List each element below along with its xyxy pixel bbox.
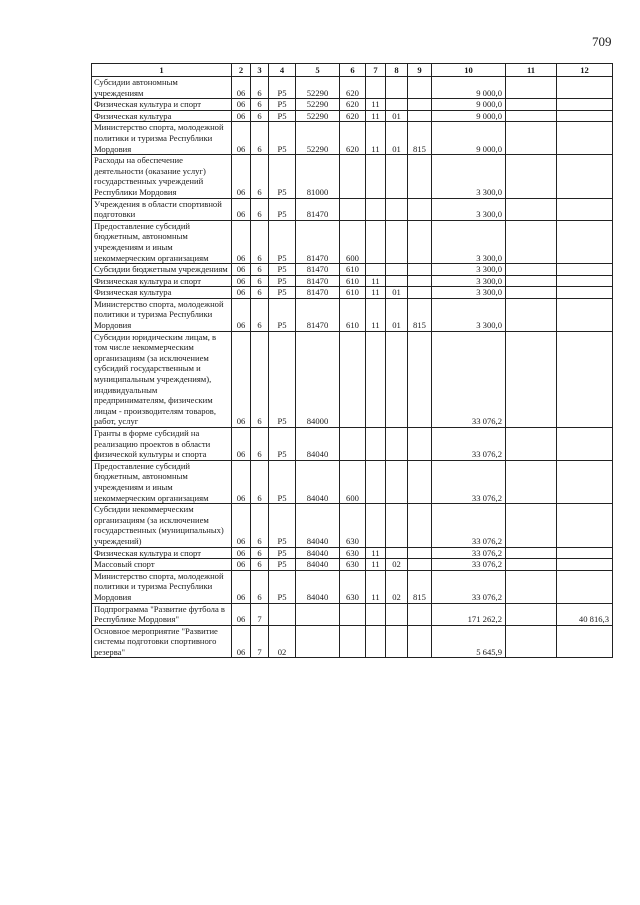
table-cell-col-10: 5 645,9: [432, 625, 506, 658]
table-cell-col-2: 06: [232, 110, 251, 122]
row-name-cell: Субсидии юридическим лицам, в том числе некоммерческим организациям (за исключением субсидий государственным и муниципальным учреждениям), индивидуальным предпринимателям, физическим лицам - производителям товаров, работ, услуг: [92, 331, 232, 427]
table-cell-col-5: 52290: [296, 110, 340, 122]
table-cell-col-8: [386, 547, 408, 559]
table-row: [92, 460, 613, 503]
table-cell-col-6: 630: [340, 559, 366, 571]
table-cell-col-8: [386, 428, 408, 461]
table-row: [92, 428, 613, 461]
table-cell-col-9: [408, 504, 432, 547]
table-cell-col-2: 06: [232, 603, 251, 625]
table-cell-col-6: 620: [340, 77, 366, 99]
table-row: [92, 298, 613, 331]
table-cell-col-3: 6: [251, 99, 269, 111]
table-cell-col-8: 02: [386, 570, 408, 603]
table-cell-col-7: 11: [366, 547, 386, 559]
column-header-12: 12: [557, 64, 613, 77]
table-cell-col-11: [506, 603, 557, 625]
table-cell-col-6: 610: [340, 264, 366, 276]
table-cell-col-6: [340, 155, 366, 198]
table-row: [92, 547, 613, 559]
column-header-2: 2: [232, 64, 251, 77]
table-cell-col-6: 620: [340, 110, 366, 122]
table-cell-col-7: [366, 220, 386, 263]
table-cell-col-9: [408, 77, 432, 99]
table-cell-col-10: 9 000,0: [432, 110, 506, 122]
row-name-cell: Физическая культура: [92, 110, 232, 122]
table-cell-col-4: [269, 603, 296, 625]
table-cell-col-9: [408, 460, 432, 503]
table-cell-col-10: 3 300,0: [432, 275, 506, 287]
row-name-cell: Физическая культура: [92, 287, 232, 299]
table-cell-col-12: [557, 77, 613, 99]
row-name-cell: Учреждения в области спортивной подготовки: [92, 198, 232, 220]
table-body: [92, 77, 613, 658]
table-cell-col-12: [557, 460, 613, 503]
row-name-cell: Основное мероприятие "Развитие системы подготовки спортивного резерва": [92, 625, 232, 658]
table-cell-col-9: 815: [408, 570, 432, 603]
table-cell-col-6: [340, 331, 366, 427]
table-cell-col-8: 01: [386, 122, 408, 155]
table-cell-col-12: [557, 504, 613, 547]
table-cell-col-11: [506, 264, 557, 276]
table-cell-col-12: [557, 625, 613, 658]
table-cell-col-8: [386, 460, 408, 503]
table-cell-col-4: Р5: [269, 155, 296, 198]
table-cell-col-10: 33 076,2: [432, 547, 506, 559]
table-cell-col-5: 81470: [296, 275, 340, 287]
column-header-5: 5: [296, 64, 340, 77]
row-name-cell: Министерство спорта, молодежной политики и туризма Республики Мордовия: [92, 122, 232, 155]
table-cell-col-7: [366, 504, 386, 547]
table-cell-col-9: [408, 625, 432, 658]
table-cell-col-11: [506, 547, 557, 559]
table-cell-col-4: Р5: [269, 220, 296, 263]
column-header-3: 3: [251, 64, 269, 77]
table-cell-col-8: [386, 198, 408, 220]
table-cell-col-10: 3 300,0: [432, 287, 506, 299]
table-cell-col-3: 6: [251, 198, 269, 220]
table-cell-col-3: 6: [251, 298, 269, 331]
table-cell-col-5: 52290: [296, 122, 340, 155]
table-cell-col-8: [386, 504, 408, 547]
table-cell-col-11: [506, 122, 557, 155]
table-cell-col-11: [506, 428, 557, 461]
table-cell-col-4: Р5: [269, 198, 296, 220]
table-row: [92, 603, 613, 625]
row-name-cell: Массовый спорт: [92, 559, 232, 571]
table-cell-col-5: 84040: [296, 460, 340, 503]
table-row: [92, 275, 613, 287]
row-name-cell: Подпрограмма "Развитие футбола в Республике Мордовия": [92, 603, 232, 625]
table-cell-col-6: 600: [340, 220, 366, 263]
table-cell-col-11: [506, 460, 557, 503]
table-row: [92, 570, 613, 603]
table-cell-col-10: 3 300,0: [432, 220, 506, 263]
table-cell-col-11: [506, 99, 557, 111]
table-cell-col-11: [506, 298, 557, 331]
table-cell-col-9: 815: [408, 122, 432, 155]
column-header-4: 4: [269, 64, 296, 77]
table-cell-col-3: 6: [251, 220, 269, 263]
table-cell-col-11: [506, 331, 557, 427]
table-cell-col-7: [366, 603, 386, 625]
table-cell-col-11: [506, 77, 557, 99]
table-cell-col-12: [557, 99, 613, 111]
table-cell-col-10: 3 300,0: [432, 298, 506, 331]
column-header-6: 6: [340, 64, 366, 77]
table-cell-col-6: 630: [340, 547, 366, 559]
table-cell-col-10: 33 076,2: [432, 559, 506, 571]
table-cell-col-7: 11: [366, 287, 386, 299]
table-cell-col-8: 01: [386, 287, 408, 299]
table-cell-col-4: Р5: [269, 331, 296, 427]
table-cell-col-5: 52290: [296, 99, 340, 111]
table-cell-col-11: [506, 570, 557, 603]
table-cell-col-3: 6: [251, 264, 269, 276]
table-cell-col-7: [366, 625, 386, 658]
table-cell-col-10: 9 000,0: [432, 77, 506, 99]
table-cell-col-6: [340, 625, 366, 658]
table-cell-col-9: [408, 547, 432, 559]
table-cell-col-9: 815: [408, 298, 432, 331]
table-cell-col-10: 33 076,2: [432, 570, 506, 603]
table-row: [92, 155, 613, 198]
table-cell-col-12: [557, 264, 613, 276]
table-cell-col-7: [366, 198, 386, 220]
table-cell-col-6: 630: [340, 504, 366, 547]
table-cell-col-12: [557, 155, 613, 198]
table-cell-col-3: 6: [251, 287, 269, 299]
table-cell-col-8: [386, 603, 408, 625]
table-cell-col-7: [366, 331, 386, 427]
column-header-9: 9: [408, 64, 432, 77]
table-cell-col-7: [366, 264, 386, 276]
column-header-11: 11: [506, 64, 557, 77]
table-cell-col-3: 6: [251, 331, 269, 427]
table-cell-col-5: 81470: [296, 220, 340, 263]
table-cell-col-8: [386, 99, 408, 111]
row-name-cell: Предоставление субсидий бюджетным, автономным учреждениям и иным некоммерческим организациям: [92, 220, 232, 263]
table-cell-col-9: [408, 110, 432, 122]
row-name-cell: Субсидии бюджетным учреждениям: [92, 264, 232, 276]
table-cell-col-6: 620: [340, 122, 366, 155]
table-cell-col-6: [340, 198, 366, 220]
table-cell-col-6: 610: [340, 298, 366, 331]
table-cell-col-3: 6: [251, 460, 269, 503]
table-cell-col-9: [408, 264, 432, 276]
table-cell-col-12: [557, 220, 613, 263]
table-cell-col-12: [557, 198, 613, 220]
table-cell-col-6: [340, 603, 366, 625]
table-cell-col-4: Р5: [269, 504, 296, 547]
table-row: [92, 122, 613, 155]
table-cell-col-2: 06: [232, 559, 251, 571]
table-cell-col-2: 06: [232, 570, 251, 603]
table-cell-col-7: 11: [366, 122, 386, 155]
table-cell-col-9: [408, 99, 432, 111]
table-cell-col-8: [386, 220, 408, 263]
table-cell-col-3: 6: [251, 110, 269, 122]
row-name-cell: Субсидии некоммерческим организациям (за исключением государственных (муниципальных) учреждений): [92, 504, 232, 547]
table-row: [92, 77, 613, 99]
table-cell-col-11: [506, 504, 557, 547]
table-cell-col-9: [408, 275, 432, 287]
table-cell-col-7: 11: [366, 570, 386, 603]
table-cell-col-9: [408, 155, 432, 198]
table-cell-col-2: 06: [232, 460, 251, 503]
table-cell-col-5: 84000: [296, 331, 340, 427]
table-row: [92, 110, 613, 122]
table-cell-col-7: [366, 155, 386, 198]
table-cell-col-4: Р5: [269, 77, 296, 99]
table-cell-col-11: [506, 559, 557, 571]
table-cell-col-5: [296, 625, 340, 658]
table-header-row: [92, 64, 613, 77]
table-cell-col-12: 40 816,3: [557, 603, 613, 625]
table-cell-col-11: [506, 287, 557, 299]
table-cell-col-4: Р5: [269, 110, 296, 122]
table-cell-col-2: 06: [232, 122, 251, 155]
row-name-cell: Физическая культура и спорт: [92, 547, 232, 559]
table-cell-col-12: [557, 298, 613, 331]
table-cell-col-12: [557, 275, 613, 287]
table-cell-col-8: [386, 331, 408, 427]
table-cell-col-12: [557, 570, 613, 603]
table-cell-col-10: 33 076,2: [432, 331, 506, 427]
table-cell-col-2: 06: [232, 625, 251, 658]
table-cell-col-3: 7: [251, 625, 269, 658]
table-cell-col-5: 84040: [296, 559, 340, 571]
table-cell-col-3: 6: [251, 504, 269, 547]
table-cell-col-5: 52290: [296, 77, 340, 99]
table-cell-col-2: 06: [232, 220, 251, 263]
column-header-8: 8: [386, 64, 408, 77]
table-cell-col-2: 06: [232, 331, 251, 427]
table-cell-col-5: 81470: [296, 198, 340, 220]
table-row: [92, 264, 613, 276]
table-cell-col-11: [506, 275, 557, 287]
table-cell-col-3: 6: [251, 559, 269, 571]
table-cell-col-9: [408, 559, 432, 571]
table-cell-col-5: 81470: [296, 298, 340, 331]
table-cell-col-7: [366, 77, 386, 99]
table-row: [92, 331, 613, 427]
row-name-cell: Физическая культура и спорт: [92, 275, 232, 287]
table-cell-col-2: 06: [232, 275, 251, 287]
table-cell-col-10: 3 300,0: [432, 198, 506, 220]
table-cell-col-4: Р5: [269, 570, 296, 603]
table-cell-col-12: [557, 331, 613, 427]
table-cell-col-7: [366, 428, 386, 461]
table-cell-col-4: Р5: [269, 559, 296, 571]
table-cell-col-4: Р5: [269, 287, 296, 299]
table-cell-col-4: Р5: [269, 428, 296, 461]
table-cell-col-8: [386, 77, 408, 99]
table-cell-col-3: 6: [251, 155, 269, 198]
table-cell-col-12: [557, 559, 613, 571]
table-cell-col-4: Р5: [269, 264, 296, 276]
table-cell-col-12: [557, 287, 613, 299]
row-name-cell: Физическая культура и спорт: [92, 99, 232, 111]
table-cell-col-9: [408, 428, 432, 461]
table-cell-col-10: 3 300,0: [432, 155, 506, 198]
table-cell-col-6: 620: [340, 99, 366, 111]
table-cell-col-6: 600: [340, 460, 366, 503]
table-cell-col-2: 06: [232, 428, 251, 461]
table-cell-col-12: [557, 110, 613, 122]
table-cell-col-2: 06: [232, 155, 251, 198]
row-name-cell: Расходы на обеспечение деятельности (оказание услуг) государственных учреждений Республики Мордовия: [92, 155, 232, 198]
table-cell-col-2: 06: [232, 287, 251, 299]
table-cell-col-8: 01: [386, 298, 408, 331]
table-cell-col-2: 06: [232, 99, 251, 111]
table-cell-col-10: 33 076,2: [432, 428, 506, 461]
table-row: [92, 625, 613, 658]
table-cell-col-7: 11: [366, 99, 386, 111]
table-cell-col-11: [506, 110, 557, 122]
table-cell-col-9: [408, 220, 432, 263]
table-cell-col-8: [386, 264, 408, 276]
table-cell-col-4: Р5: [269, 547, 296, 559]
table-cell-col-7: 11: [366, 110, 386, 122]
table-cell-col-2: 06: [232, 77, 251, 99]
table-cell-col-2: 06: [232, 547, 251, 559]
row-name-cell: Гранты в форме субсидий на реализацию проектов в области физической культуры и спорта: [92, 428, 232, 461]
page-number: 709: [592, 34, 612, 49]
table-cell-col-3: 6: [251, 570, 269, 603]
table-cell-col-11: [506, 198, 557, 220]
table-cell-col-2: 06: [232, 298, 251, 331]
table-row: [92, 504, 613, 547]
table-cell-col-7: 11: [366, 298, 386, 331]
row-name-cell: Субсидии автономным учреждениям: [92, 77, 232, 99]
table-cell-col-3: 6: [251, 275, 269, 287]
table-cell-col-10: 9 000,0: [432, 122, 506, 155]
table-cell-col-5: 84040: [296, 570, 340, 603]
table-row: [92, 220, 613, 263]
table-cell-col-5: [296, 603, 340, 625]
table-cell-col-9: [408, 603, 432, 625]
table-cell-col-2: 06: [232, 264, 251, 276]
table-cell-col-6: 630: [340, 570, 366, 603]
table-cell-col-11: [506, 220, 557, 263]
column-header-7: 7: [366, 64, 386, 77]
table-row: [92, 559, 613, 571]
table-cell-col-2: 06: [232, 504, 251, 547]
table-cell-col-8: 02: [386, 559, 408, 571]
column-header-10: 10: [432, 64, 506, 77]
table-cell-col-8: 01: [386, 110, 408, 122]
row-name-cell: Министерство спорта, молодежной политики и туризма Республики Мордовия: [92, 298, 232, 331]
table-cell-col-8: [386, 155, 408, 198]
table-cell-col-8: [386, 275, 408, 287]
table-row: [92, 198, 613, 220]
budget-table: [91, 63, 613, 658]
table-cell-col-4: Р5: [269, 460, 296, 503]
row-name-cell: Министерство спорта, молодежной политики и туризма Республики Мордовия: [92, 570, 232, 603]
table-cell-col-5: 84040: [296, 428, 340, 461]
table-cell-col-4: Р5: [269, 99, 296, 111]
table-cell-col-8: [386, 625, 408, 658]
table-cell-col-4: Р5: [269, 298, 296, 331]
table-cell-col-2: 06: [232, 198, 251, 220]
table-cell-col-6: 610: [340, 287, 366, 299]
table-cell-col-4: Р5: [269, 275, 296, 287]
table-cell-col-10: 9 000,0: [432, 99, 506, 111]
table-cell-col-7: 11: [366, 275, 386, 287]
table-cell-col-5: 81470: [296, 264, 340, 276]
table-cell-col-9: [408, 331, 432, 427]
table-cell-col-12: [557, 122, 613, 155]
table-cell-col-6: 610: [340, 275, 366, 287]
table-cell-col-6: [340, 428, 366, 461]
table-cell-col-10: 33 076,2: [432, 504, 506, 547]
table-cell-col-5: 84040: [296, 547, 340, 559]
table-cell-col-11: [506, 155, 557, 198]
column-header-1: 1: [92, 64, 232, 77]
table-cell-col-3: 6: [251, 428, 269, 461]
table-cell-col-3: 6: [251, 77, 269, 99]
table-cell-col-12: [557, 428, 613, 461]
table-cell-col-10: 171 262,2: [432, 603, 506, 625]
table-cell-col-9: [408, 198, 432, 220]
table-cell-col-3: 7: [251, 603, 269, 625]
table-cell-col-12: [557, 547, 613, 559]
table-cell-col-4: 02: [269, 625, 296, 658]
table-row: [92, 99, 613, 111]
table-cell-col-10: 3 300,0: [432, 264, 506, 276]
table-cell-col-3: 6: [251, 547, 269, 559]
table-cell-col-7: 11: [366, 559, 386, 571]
row-name-cell: Предоставление субсидий бюджетным, автономным учреждениям и иным некоммерческим организациям: [92, 460, 232, 503]
table-cell-col-5: 81470: [296, 287, 340, 299]
table-cell-col-9: [408, 287, 432, 299]
table-cell-col-7: [366, 460, 386, 503]
table-cell-col-4: Р5: [269, 122, 296, 155]
table-cell-col-10: 33 076,2: [432, 460, 506, 503]
table-row: [92, 287, 613, 299]
table-cell-col-5: 84040: [296, 504, 340, 547]
table-cell-col-5: 81000: [296, 155, 340, 198]
table-cell-col-11: [506, 625, 557, 658]
table-cell-col-3: 6: [251, 122, 269, 155]
